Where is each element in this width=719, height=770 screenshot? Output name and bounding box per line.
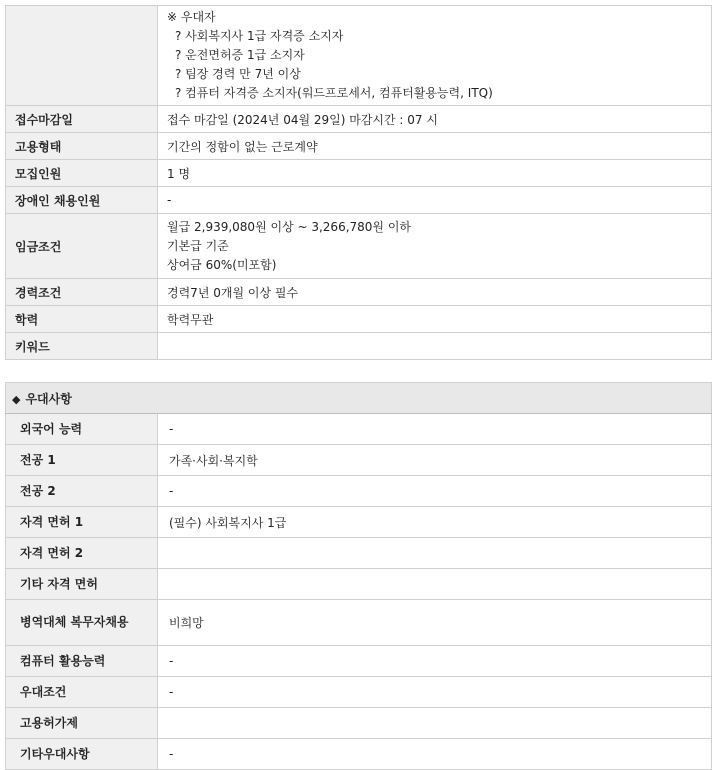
keyword-label: 키워드 [6, 333, 158, 360]
deadline-value: 접수 마감일 (2024년 04월 29일) 마감시간 : 07 시 [158, 106, 712, 133]
table-row [6, 133, 712, 160]
employment-permit-value [158, 708, 712, 739]
other-preference-label: 기타우대사항 [6, 739, 158, 770]
headcount-value: 1 명 [158, 160, 712, 187]
major-2-value: - [158, 476, 712, 507]
education-label: 학력 [6, 306, 158, 333]
wage-line: 상여금 60%(미포함) [167, 257, 277, 272]
military-service-label: 병역대체 복무자채용 [6, 600, 158, 646]
headcount-label: 모집인원 [6, 160, 158, 187]
table-row [6, 708, 712, 739]
preference-note-item: ? 팀장 경력 만 7년 이상 [175, 67, 301, 81]
table-row [6, 739, 712, 770]
education-value: 학력무관 [158, 306, 712, 333]
major-2-label: 전공 2 [6, 476, 158, 507]
table-row [6, 106, 712, 133]
table-row [6, 6, 712, 106]
employment-type-value: 기간의 정함이 없는 근로계약 [158, 133, 712, 160]
major-1-label: 전공 1 [6, 445, 158, 476]
computer-skill-label: 컴퓨터 활용능력 [6, 646, 158, 677]
license-1-value: (필수) 사회복지사 1급 [158, 507, 712, 538]
table-row [6, 214, 712, 279]
computer-skill-value: - [158, 646, 712, 677]
preference-condition-value: - [158, 677, 712, 708]
license-1-label: 자격 면허 1 [6, 507, 158, 538]
other-license-value [158, 569, 712, 600]
deadline-label: 접수마감일 [6, 106, 158, 133]
keyword-value [158, 333, 712, 360]
preference-note-item: ? 컴퓨터 자격증 소지자(워드프로세서, 컴퓨터활용능력, ITQ) [175, 86, 493, 100]
license-2-label: 자격 면허 2 [6, 538, 158, 569]
job-conditions-table [5, 5, 712, 360]
table-row [6, 160, 712, 187]
foreign-language-value: - [158, 414, 712, 445]
section-header [6, 383, 712, 414]
table-row [6, 569, 712, 600]
table-row [6, 445, 712, 476]
section-title: 우대사항 [25, 391, 72, 406]
military-service-value: 비희망 [158, 600, 712, 646]
license-2-value [158, 538, 712, 569]
empty-label-cell [6, 6, 158, 106]
table-row [6, 646, 712, 677]
preference-note-item: ? 사회복지사 1급 자격증 소지자 [175, 29, 344, 43]
table-row [6, 306, 712, 333]
experience-label: 경력조건 [6, 279, 158, 306]
disabled-hiring-value: - [158, 187, 712, 214]
table-row [6, 538, 712, 569]
wage-line: 월급 2,939,080원 이상 ~ 3,266,780원 이하 [167, 219, 412, 234]
table-row [6, 677, 712, 708]
table-row [6, 333, 712, 360]
section-header-row [6, 383, 712, 414]
diamond-bullet-icon: ◆ [12, 392, 21, 406]
other-preference-value: - [158, 739, 712, 770]
foreign-language-label: 외국어 능력 [6, 414, 158, 445]
other-license-label: 기타 자격 면허 [6, 569, 158, 600]
wage-label: 임금조건 [6, 214, 158, 279]
preference-note-title: ※ 우대자 [167, 10, 216, 24]
major-1-value: 가족·사회·복지학 [158, 445, 712, 476]
disabled-hiring-label: 장애인 채용인원 [6, 187, 158, 214]
preference-note-item: ? 운전면허증 1급 소지자 [175, 48, 305, 62]
table-row [6, 187, 712, 214]
employment-type-label: 고용형태 [6, 133, 158, 160]
experience-value: 경력7년 0개월 이상 필수 [158, 279, 712, 306]
preferences-table [5, 382, 712, 770]
wage-value [158, 214, 712, 279]
table-row [6, 600, 712, 646]
preference-note-cell [158, 6, 712, 106]
table-row [6, 279, 712, 306]
wage-line: 기본급 기준 [167, 238, 229, 253]
preference-condition-label: 우대조건 [6, 677, 158, 708]
table-row [6, 476, 712, 507]
table-row [6, 507, 712, 538]
table-row [6, 414, 712, 445]
employment-permit-label: 고용허가제 [6, 708, 158, 739]
